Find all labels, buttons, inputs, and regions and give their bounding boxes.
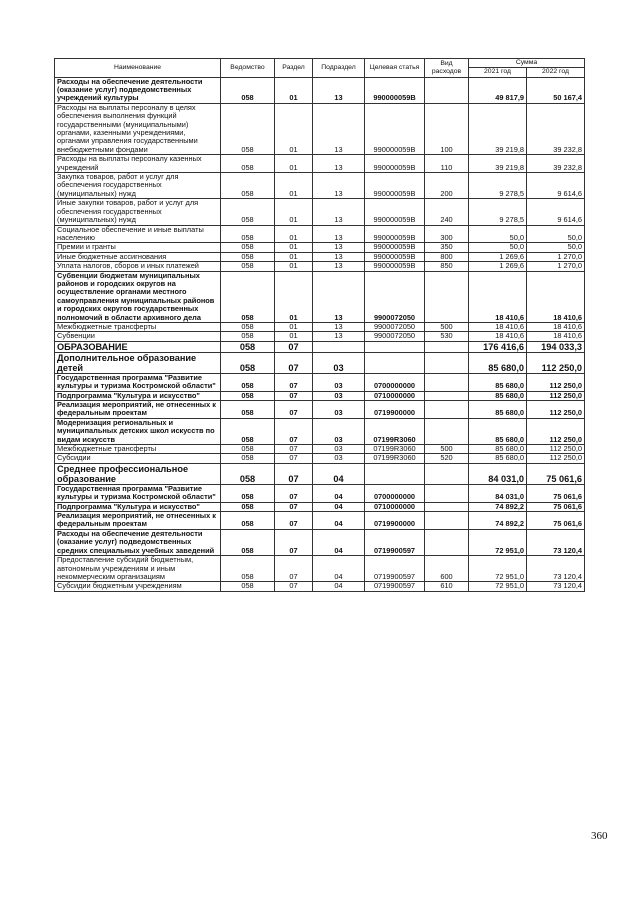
row-exp-type: 500 <box>425 445 469 454</box>
row-sum-2022: 9 614,6 <box>527 199 585 225</box>
table-row <box>55 512 585 530</box>
row-dept: 058 <box>221 173 275 199</box>
row-sum-2021: 50,0 <box>469 225 527 243</box>
row-subsection: 13 <box>313 252 365 261</box>
table-row <box>55 418 585 444</box>
row-exp-type <box>425 484 469 502</box>
table-row <box>55 401 585 419</box>
row-exp-type: 800 <box>425 252 469 261</box>
row-dept: 058 <box>221 225 275 243</box>
row-target: 990000059В <box>365 262 425 271</box>
row-sum-2021: 72 951,0 <box>469 582 527 591</box>
row-section: 01 <box>275 173 313 199</box>
row-exp-type: 300 <box>425 225 469 243</box>
row-dept: 058 <box>221 512 275 530</box>
table-row <box>55 173 585 199</box>
row-subsection: 13 <box>313 103 365 154</box>
row-name: Предоставление субсидий бюджетным, автономным учреждениям и иным некоммерческим организациям <box>55 556 221 582</box>
row-dept: 058 <box>221 352 275 373</box>
row-dept: 058 <box>221 262 275 271</box>
row-target: 0700000000 <box>365 484 425 502</box>
row-name: Подпрограмма "Культура и искусство" <box>55 502 221 511</box>
row-sum-2022: 75 061,6 <box>527 484 585 502</box>
row-exp-type <box>425 391 469 400</box>
row-name: Субвенции бюджетам муниципальных районов и городских округов на осуществление органами местного самоуправления муниципальных районов и городских округов государственных полномочий в области архивного дела <box>55 271 221 322</box>
row-section: 07 <box>275 352 313 373</box>
row-sum-2021: 84 031,0 <box>469 463 527 484</box>
row-sum-2022: 75 061,6 <box>527 463 585 484</box>
row-sum-2021: 18 410,6 <box>469 322 527 331</box>
row-name: ОБРАЗОВАНИЕ <box>55 341 221 352</box>
row-exp-type <box>425 463 469 484</box>
row-section: 01 <box>275 155 313 173</box>
row-dept: 058 <box>221 332 275 341</box>
header-exp-type: Вид расходов <box>425 59 469 78</box>
row-name: Расходы на обеспечение деятельности (оказание услуг) подведомственных учреждений культуры <box>55 77 221 103</box>
row-target <box>365 352 425 373</box>
row-exp-type <box>425 502 469 511</box>
row-sum-2022: 50 167,4 <box>527 77 585 103</box>
row-target: 0719900000 <box>365 401 425 419</box>
row-section: 07 <box>275 484 313 502</box>
header-name: Наименование <box>55 59 221 78</box>
row-sum-2022: 112 250,0 <box>527 391 585 400</box>
row-target: 990000059В <box>365 252 425 261</box>
row-target: 0710000000 <box>365 502 425 511</box>
row-exp-type <box>425 401 469 419</box>
row-sum-2022: 1 270,0 <box>527 262 585 271</box>
row-name: Государственная программа "Развитие культуры и туризма Костромской области" <box>55 484 221 502</box>
budget-table <box>54 58 585 592</box>
row-section: 07 <box>275 512 313 530</box>
row-target: 990000059В <box>365 155 425 173</box>
row-section: 01 <box>275 77 313 103</box>
row-sum-2021: 1 269,6 <box>469 262 527 271</box>
row-section: 07 <box>275 391 313 400</box>
row-subsection: 04 <box>313 463 365 484</box>
table-row <box>55 556 585 582</box>
row-exp-type: 850 <box>425 262 469 271</box>
row-sum-2021: 18 410,6 <box>469 271 527 322</box>
row-subsection: 13 <box>313 225 365 243</box>
row-name: Межбюджетные трансферты <box>55 445 221 454</box>
row-section: 07 <box>275 401 313 419</box>
row-sum-2021: 50,0 <box>469 243 527 252</box>
table-row <box>55 199 585 225</box>
table-row <box>55 352 585 373</box>
row-sum-2022: 9 614,6 <box>527 173 585 199</box>
row-name: Субсидии бюджетным учреждениям <box>55 582 221 591</box>
row-dept: 058 <box>221 252 275 261</box>
header-target: Целевая статья <box>365 59 425 78</box>
row-sum-2022: 75 061,6 <box>527 512 585 530</box>
row-target: 0700000000 <box>365 373 425 391</box>
row-sum-2021: 18 410,6 <box>469 332 527 341</box>
table-row <box>55 225 585 243</box>
row-sum-2022: 18 410,6 <box>527 332 585 341</box>
row-sum-2022: 112 250,0 <box>527 445 585 454</box>
row-subsection: 04 <box>313 484 365 502</box>
table-row <box>55 103 585 154</box>
row-subsection: 03 <box>313 391 365 400</box>
table-row <box>55 391 585 400</box>
row-dept: 058 <box>221 373 275 391</box>
table-row <box>55 341 585 352</box>
row-exp-type: 520 <box>425 454 469 463</box>
header-dept: Ведомство <box>221 59 275 78</box>
table-row <box>55 484 585 502</box>
row-name: Среднее профессиональное образование <box>55 463 221 484</box>
row-sum-2022: 50,0 <box>527 225 585 243</box>
row-subsection: 03 <box>313 418 365 444</box>
row-target: 0719900000 <box>365 512 425 530</box>
header-2021: 2021 год <box>469 67 527 77</box>
row-subsection: 03 <box>313 373 365 391</box>
row-exp-type <box>425 341 469 352</box>
row-target: 0719900597 <box>365 556 425 582</box>
row-subsection: 13 <box>313 262 365 271</box>
row-sum-2022: 39 232,8 <box>527 155 585 173</box>
row-subsection: 13 <box>313 332 365 341</box>
table-row <box>55 582 585 591</box>
row-subsection: 04 <box>313 512 365 530</box>
row-section: 01 <box>275 262 313 271</box>
row-target: 990000059В <box>365 103 425 154</box>
row-exp-type: 500 <box>425 322 469 331</box>
row-sum-2022: 112 250,0 <box>527 401 585 419</box>
row-dept: 058 <box>221 401 275 419</box>
row-sum-2022: 112 250,0 <box>527 418 585 444</box>
row-exp-type: 530 <box>425 332 469 341</box>
row-dept: 058 <box>221 445 275 454</box>
row-section: 07 <box>275 556 313 582</box>
row-dept: 058 <box>221 271 275 322</box>
row-name: Социальное обеспечение и иные выплаты населению <box>55 225 221 243</box>
row-section: 07 <box>275 341 313 352</box>
row-sum-2021: 9 278,5 <box>469 173 527 199</box>
row-section: 07 <box>275 529 313 555</box>
row-name: Субсидии <box>55 454 221 463</box>
row-sum-2022: 18 410,6 <box>527 322 585 331</box>
table-row <box>55 502 585 511</box>
row-dept: 058 <box>221 484 275 502</box>
row-name: Межбюджетные трансферты <box>55 322 221 331</box>
table-row <box>55 332 585 341</box>
table-row <box>55 463 585 484</box>
row-subsection: 03 <box>313 454 365 463</box>
row-exp-type: 610 <box>425 582 469 591</box>
row-exp-type <box>425 529 469 555</box>
row-name: Реализация мероприятий, не отнесенных к федеральным проектам <box>55 401 221 419</box>
row-sum-2022: 50,0 <box>527 243 585 252</box>
row-sum-2022: 73 120,4 <box>527 529 585 555</box>
row-target: 9900072050 <box>365 322 425 331</box>
row-exp-type <box>425 512 469 530</box>
row-sum-2021: 85 680,0 <box>469 454 527 463</box>
row-target: 0710000000 <box>365 391 425 400</box>
row-name: Закупка товаров, работ и услуг для обеспечения государственных (муниципальных) нужд <box>55 173 221 199</box>
row-section: 07 <box>275 582 313 591</box>
row-target <box>365 341 425 352</box>
row-name: Расходы на обеспечение деятельности (оказание услуг) подведомственных средних специальных учебных заведений <box>55 529 221 555</box>
page-number: 360 <box>591 830 608 842</box>
row-subsection: 13 <box>313 199 365 225</box>
row-dept: 058 <box>221 77 275 103</box>
row-sum-2021: 39 219,8 <box>469 103 527 154</box>
row-dept: 058 <box>221 454 275 463</box>
row-exp-type: 600 <box>425 556 469 582</box>
row-sum-2022: 73 120,4 <box>527 582 585 591</box>
table-row <box>55 322 585 331</box>
row-exp-type: 350 <box>425 243 469 252</box>
row-subsection: 04 <box>313 529 365 555</box>
row-subsection: 13 <box>313 243 365 252</box>
row-section: 07 <box>275 454 313 463</box>
row-dept: 058 <box>221 391 275 400</box>
row-subsection: 04 <box>313 502 365 511</box>
row-section: 01 <box>275 199 313 225</box>
row-section: 07 <box>275 463 313 484</box>
row-exp-type <box>425 418 469 444</box>
table-row <box>55 243 585 252</box>
row-sum-2021: 9 278,5 <box>469 199 527 225</box>
row-sum-2021: 1 269,6 <box>469 252 527 261</box>
row-sum-2021: 85 680,0 <box>469 418 527 444</box>
row-target: 990000059В <box>365 243 425 252</box>
row-exp-type: 240 <box>425 199 469 225</box>
row-subsection: 04 <box>313 556 365 582</box>
row-name: Расходы на выплаты персоналу казенных учреждений <box>55 155 221 173</box>
row-sum-2022: 75 061,6 <box>527 502 585 511</box>
row-target: 07199R3060 <box>365 418 425 444</box>
row-dept: 058 <box>221 463 275 484</box>
row-target: 990000059В <box>365 199 425 225</box>
table-row <box>55 77 585 103</box>
row-dept: 058 <box>221 155 275 173</box>
row-target: 990000059В <box>365 225 425 243</box>
row-name: Уплата налогов, сборов и иных платежей <box>55 262 221 271</box>
row-sum-2021: 74 892,2 <box>469 502 527 511</box>
row-exp-type <box>425 77 469 103</box>
row-sum-2022: 1 270,0 <box>527 252 585 261</box>
row-section: 07 <box>275 502 313 511</box>
header-section: Раздел <box>275 59 313 78</box>
row-sum-2021: 85 680,0 <box>469 373 527 391</box>
row-sum-2022: 18 410,6 <box>527 271 585 322</box>
row-subsection: 04 <box>313 582 365 591</box>
header-2022: 2022 год <box>527 67 585 77</box>
row-target: 9900072050 <box>365 271 425 322</box>
row-subsection: 13 <box>313 77 365 103</box>
row-section: 07 <box>275 373 313 391</box>
row-sum-2021: 84 031,0 <box>469 484 527 502</box>
row-subsection: 13 <box>313 173 365 199</box>
row-target: 0719900597 <box>365 582 425 591</box>
row-sum-2021: 85 680,0 <box>469 352 527 373</box>
row-sum-2021: 72 951,0 <box>469 556 527 582</box>
row-sum-2022: 112 250,0 <box>527 454 585 463</box>
row-name: Дополнительное образование детей <box>55 352 221 373</box>
table-row <box>55 373 585 391</box>
row-sum-2021: 49 817,9 <box>469 77 527 103</box>
row-sum-2022: 73 120,4 <box>527 556 585 582</box>
row-sum-2021: 85 680,0 <box>469 401 527 419</box>
row-subsection <box>313 341 365 352</box>
row-sum-2022: 194 033,3 <box>527 341 585 352</box>
row-target: 0719900597 <box>365 529 425 555</box>
row-target: 990000059В <box>365 77 425 103</box>
row-sum-2022: 112 250,0 <box>527 373 585 391</box>
row-exp-type <box>425 373 469 391</box>
row-dept: 058 <box>221 418 275 444</box>
row-dept: 058 <box>221 502 275 511</box>
row-subsection: 13 <box>313 271 365 322</box>
row-target: 990000059В <box>365 173 425 199</box>
row-name: Модернизация региональных и муниципальных детских школ искусств по видам искусств <box>55 418 221 444</box>
table-row <box>55 262 585 271</box>
row-subsection: 03 <box>313 352 365 373</box>
row-sum-2021: 72 951,0 <box>469 529 527 555</box>
row-section: 07 <box>275 418 313 444</box>
row-section: 01 <box>275 322 313 331</box>
table-row <box>55 529 585 555</box>
row-dept: 058 <box>221 582 275 591</box>
row-name: Расходы на выплаты персоналу в целях обеспечения выполнения функций государственными (муниципальными) органами, казенными учреждениями, органами управления государственными внебюджетными фондами <box>55 103 221 154</box>
row-sum-2021: 176 416,6 <box>469 341 527 352</box>
row-name: Премии и гранты <box>55 243 221 252</box>
row-section: 01 <box>275 252 313 261</box>
row-name: Субвенции <box>55 332 221 341</box>
row-subsection: 03 <box>313 445 365 454</box>
row-subsection: 13 <box>313 322 365 331</box>
row-name: Реализация мероприятий, не отнесенных к федеральным проектам <box>55 512 221 530</box>
row-name: Иные бюджетные ассигнования <box>55 252 221 261</box>
row-sum-2022: 39 232,8 <box>527 103 585 154</box>
row-subsection: 13 <box>313 155 365 173</box>
row-sum-2021: 85 680,0 <box>469 391 527 400</box>
row-section: 01 <box>275 332 313 341</box>
row-sum-2021: 39 219,8 <box>469 155 527 173</box>
row-dept: 058 <box>221 556 275 582</box>
row-section: 01 <box>275 103 313 154</box>
table-row <box>55 155 585 173</box>
row-dept: 058 <box>221 243 275 252</box>
row-name: Иные закупки товаров, работ и услуг для обеспечения государственных (муниципальных) нужд <box>55 199 221 225</box>
row-subsection: 03 <box>313 401 365 419</box>
row-section: 07 <box>275 445 313 454</box>
row-dept: 058 <box>221 529 275 555</box>
table-row <box>55 454 585 463</box>
row-section: 01 <box>275 271 313 322</box>
row-exp-type: 200 <box>425 173 469 199</box>
row-target <box>365 463 425 484</box>
header-subsection: Подраздел <box>313 59 365 78</box>
table-row <box>55 252 585 261</box>
row-section: 01 <box>275 225 313 243</box>
table-row <box>55 271 585 322</box>
table-row <box>55 445 585 454</box>
row-dept: 058 <box>221 322 275 331</box>
row-sum-2022: 112 250,0 <box>527 352 585 373</box>
row-sum-2021: 85 680,0 <box>469 445 527 454</box>
row-target: 9900072050 <box>365 332 425 341</box>
row-sum-2021: 74 892,2 <box>469 512 527 530</box>
row-exp-type: 100 <box>425 103 469 154</box>
row-target: 07199R3060 <box>365 454 425 463</box>
header-sum: Сумма <box>469 59 585 68</box>
row-exp-type: 110 <box>425 155 469 173</box>
row-exp-type <box>425 271 469 322</box>
row-exp-type <box>425 352 469 373</box>
row-dept: 058 <box>221 341 275 352</box>
row-name: Государственная программа "Развитие культуры и туризма Костромской области" <box>55 373 221 391</box>
row-section: 01 <box>275 243 313 252</box>
row-target: 07199R3060 <box>365 445 425 454</box>
row-name: Подпрограмма "Культура и искусство" <box>55 391 221 400</box>
row-dept: 058 <box>221 103 275 154</box>
row-dept: 058 <box>221 199 275 225</box>
